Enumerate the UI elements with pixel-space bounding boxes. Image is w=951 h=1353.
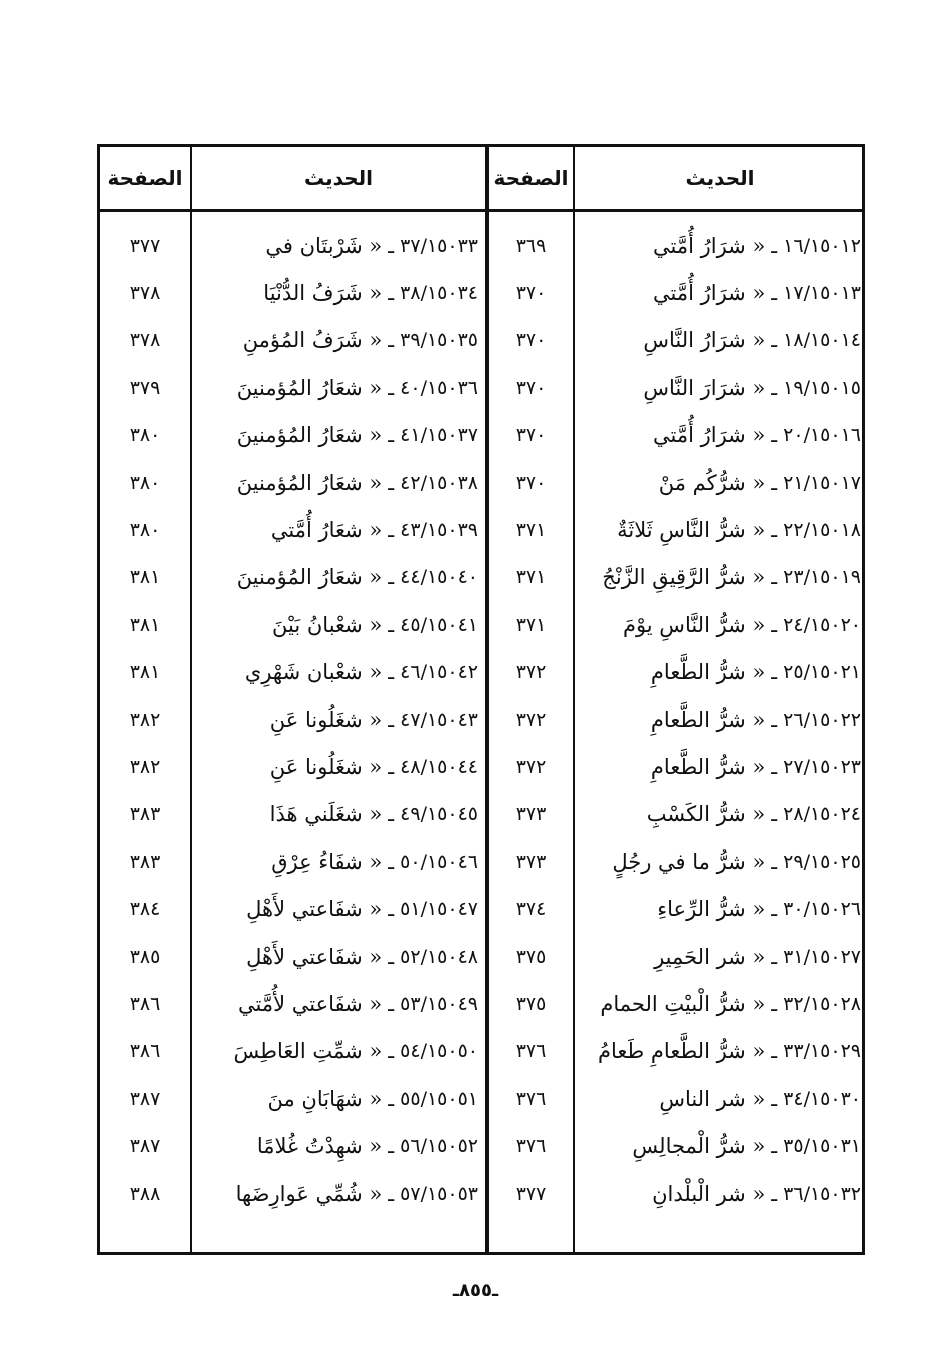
- entry-index: ٥٦/١٥٠٥٢: [400, 1135, 478, 1158]
- entry-separator: ـ: [388, 707, 395, 732]
- header-divider: [100, 209, 862, 212]
- hadith-entry: [577, 554, 861, 601]
- entry-separator: ـ: [388, 612, 395, 637]
- entry-index: ٥١/١٥٠٤٧: [400, 898, 478, 921]
- entry-index: ٤٧/١٥٠٤٣: [400, 708, 478, 731]
- header-page-left: الصفحة: [107, 166, 183, 190]
- entry-index: ٢٤/١٥٠٢٠: [783, 613, 861, 636]
- entry-index: ٢٥/١٥٠٢١: [783, 661, 861, 684]
- hadith-entry: [577, 364, 861, 411]
- entry-page: ٣٧١: [515, 519, 547, 542]
- entry-separator: ـ: [771, 233, 778, 258]
- entry-page: ٣٨٣: [129, 803, 161, 826]
- entry-separator: ـ: [388, 281, 395, 306]
- entry-page: ٣٨٢: [129, 708, 161, 731]
- entry-index: ٥٢/١٥٠٤٨: [400, 945, 478, 968]
- entry-text: « شرُّ الطَّعامِ: [650, 660, 766, 685]
- entry-separator: ـ: [771, 470, 778, 495]
- entry-separator: ـ: [771, 612, 778, 637]
- entry-page: ٣٧٢: [515, 755, 547, 778]
- entry-page: ٣٧٢: [515, 661, 547, 684]
- hadith-entry: [196, 364, 478, 411]
- entry-page: ٣٨٣: [129, 850, 161, 873]
- entry-text: « شرُّ الطَّعامِ: [650, 707, 766, 732]
- hadith-entry: [196, 269, 478, 316]
- entry-index: ٤٣/١٥٠٣٩: [400, 519, 478, 542]
- entry-text: « شفَاعتي لأُمَّتي: [238, 991, 383, 1016]
- entry-separator: ـ: [388, 944, 395, 969]
- entry-text: « شرُّ الْبيْتِ الحمام: [600, 991, 766, 1016]
- entry-index: ٤٠/١٥٠٣٦: [400, 376, 478, 399]
- hadith-entry: [196, 743, 478, 790]
- entry-page: ٣٧٣: [515, 803, 547, 826]
- header-page-right: الصفحة: [493, 166, 569, 190]
- entry-page: ٣٧٧: [515, 1182, 547, 1205]
- hadith-entry: [577, 743, 861, 790]
- entry-index: ١٧/١٥٠١٣: [783, 282, 861, 305]
- hadith-entry: [577, 980, 861, 1027]
- hadith-entry: [196, 554, 478, 601]
- entry-page: ٣٧٠: [515, 376, 547, 399]
- hadith-entry: [196, 317, 478, 364]
- entry-text: « شرُّكُم مَنْ: [658, 470, 766, 495]
- right-hadith-column: [577, 222, 861, 1217]
- entry-separator: ـ: [388, 991, 395, 1016]
- entry-index: ٣٨/١٥٠٣٤: [400, 282, 478, 305]
- entry-page: ٣٧٧: [129, 234, 161, 257]
- entry-separator: ـ: [771, 1181, 778, 1206]
- entry-separator: ـ: [388, 375, 395, 400]
- entry-index: ٢٩/١٥٠٢٥: [783, 850, 861, 873]
- entry-index: ٣٦/١٥٠٣٢: [783, 1182, 861, 1205]
- entry-page: ٣٧٦: [515, 1040, 547, 1063]
- entry-separator: ـ: [388, 1039, 395, 1064]
- entry-text: « شرُّ الْمجالِسِ: [632, 1134, 766, 1159]
- entry-separator: ـ: [388, 470, 395, 495]
- entry-index: ٣٣/١٥٠٢٩: [783, 1040, 861, 1063]
- hadith-entry: [196, 412, 478, 459]
- entry-index: ٥٧/١٥٠٥٣: [400, 1182, 478, 1205]
- hadith-entry: [577, 506, 861, 553]
- entry-text: « شُمِّي عَوارِضَها: [235, 1181, 383, 1206]
- entry-page: ٣٧٢: [515, 708, 547, 731]
- entry-page: ٣٧٠: [515, 471, 547, 494]
- hadith-entry: [196, 838, 478, 885]
- entry-page: ٣٨١: [129, 566, 161, 589]
- entry-text: « شرَارُ أُمَّتي: [653, 423, 766, 448]
- entry-separator: ـ: [388, 849, 395, 874]
- hadith-entry: [577, 933, 861, 980]
- entry-text: « شرُّ الكَسْبِ: [646, 802, 766, 827]
- entry-text: « شرَارُ النَّاسِ: [643, 328, 766, 353]
- entry-text: « شعَارُ المُؤمنينَ: [236, 565, 383, 590]
- entry-index: ١٨/١٥٠١٤: [783, 329, 861, 352]
- entry-index: ٣٧/١٥٠٣٣: [400, 234, 478, 257]
- hadith-entry: [577, 696, 861, 743]
- entry-text: « شَرَفُ الدُّنْيَا: [263, 281, 383, 306]
- entry-index: ٣٤/١٥٠٣٠: [783, 1087, 861, 1110]
- entry-page: ٣٧٨: [129, 329, 161, 352]
- page-number: ـ٨٥٥ـ: [452, 1280, 499, 1301]
- entry-index: ٣٠/١٥٠٢٦: [783, 898, 861, 921]
- entry-text: « شعَارُ أُمَّتي: [270, 518, 383, 543]
- entry-index: ٢٧/١٥٠٢٣: [783, 755, 861, 778]
- hadith-entry: [196, 696, 478, 743]
- entry-text: « شر الحَمِيرِ: [654, 944, 766, 969]
- entry-text: « شرُّ الرِّعاءِ: [657, 897, 766, 922]
- entry-page: ٣٧٦: [515, 1135, 547, 1158]
- hadith-entry: [577, 1170, 861, 1217]
- entry-index: ٢٠/١٥٠١٦: [783, 424, 861, 447]
- hadith-entry: [196, 601, 478, 648]
- entry-separator: ـ: [388, 565, 395, 590]
- entry-separator: ـ: [771, 1086, 778, 1111]
- entry-text: « شرَارُ أُمَّتي: [653, 281, 766, 306]
- hadith-entry: [196, 933, 478, 980]
- entry-separator: ـ: [771, 944, 778, 969]
- entry-page: ٣٧٠: [515, 424, 547, 447]
- entry-index: ٣٥/١٥٠٣١: [783, 1135, 861, 1158]
- entry-separator: ـ: [388, 660, 395, 685]
- hadith-entry: [577, 649, 861, 696]
- entry-page: ٣٨٤: [129, 898, 161, 921]
- hadith-entry: [577, 412, 861, 459]
- entry-separator: ـ: [771, 1039, 778, 1064]
- entry-separator: ـ: [388, 754, 395, 779]
- entry-text: « شغَلُونا عَنِ: [269, 707, 383, 732]
- right-page-column: [489, 222, 573, 1217]
- hadith-entry: [577, 222, 861, 269]
- entry-separator: ـ: [388, 518, 395, 543]
- entry-page: ٣٨٧: [129, 1087, 161, 1110]
- entry-separator: ـ: [388, 1134, 395, 1159]
- entry-page: ٣٧٠: [515, 282, 547, 305]
- entry-page: ٣٨٠: [129, 519, 161, 542]
- left-hadith-column: [196, 222, 478, 1217]
- hadith-entry: [577, 838, 861, 885]
- entry-text: « شعْبانُ بَيْنَ: [272, 612, 383, 637]
- entry-index: ٥٠/١٥٠٤٦: [400, 850, 478, 873]
- entry-page: ٣٨٨: [129, 1182, 161, 1205]
- entry-separator: ـ: [771, 375, 778, 400]
- hadith-entry: [196, 506, 478, 553]
- hadith-entry: [577, 1122, 861, 1169]
- entry-separator: ـ: [771, 281, 778, 306]
- entry-text: « شرُّ الطَّعامِ طَعامُ: [598, 1039, 766, 1064]
- entry-page: ٣٨١: [129, 661, 161, 684]
- entry-index: ٤٥/١٥٠٤١: [400, 613, 478, 636]
- column-divider: [573, 147, 575, 1252]
- entry-page: ٣٨٢: [129, 755, 161, 778]
- entry-page: ٣٧٥: [515, 945, 547, 968]
- entry-index: ٣٩/١٥٠٣٥: [400, 329, 478, 352]
- entry-index: ٤٢/١٥٠٣٨: [400, 471, 478, 494]
- entry-text: « شغَلَني هَذَا: [269, 802, 383, 827]
- entry-page: ٣٧٥: [515, 992, 547, 1015]
- entry-separator: ـ: [771, 423, 778, 448]
- entry-text: « شعَارُ المُؤمنينَ: [236, 375, 383, 400]
- entry-page: ٣٨٠: [129, 471, 161, 494]
- entry-separator: ـ: [388, 802, 395, 827]
- entry-page: ٣٧٠: [515, 329, 547, 352]
- entry-text: « شرُّ الرَّقِيقِ الزَّنْجُ: [602, 565, 766, 590]
- entry-separator: ـ: [771, 328, 778, 353]
- entry-text: « شغَلُونا عَنِ: [269, 754, 383, 779]
- hadith-entry: [577, 601, 861, 648]
- entry-text: « شمِّتِ العَاطِسَ: [233, 1039, 383, 1064]
- hadith-entry: [196, 1122, 478, 1169]
- hadith-entry: [196, 980, 478, 1027]
- entry-separator: ـ: [771, 802, 778, 827]
- entry-separator: ـ: [388, 897, 395, 922]
- header-hadith-right: الحديث: [685, 166, 755, 190]
- entry-index: ٤٩/١٥٠٤٥: [400, 803, 478, 826]
- entry-index: ١٦/١٥٠١٢: [783, 234, 861, 257]
- entry-separator: ـ: [771, 754, 778, 779]
- entry-index: ٤١/١٥٠٣٧: [400, 424, 478, 447]
- entry-page: ٣٧١: [515, 566, 547, 589]
- entry-page: ٣٧٩: [129, 376, 161, 399]
- hadith-entry: [577, 1028, 861, 1075]
- entry-page: ٣٨٠: [129, 424, 161, 447]
- entry-text: « شرُّ الطَّعامِ: [650, 754, 766, 779]
- entry-index: ٢٨/١٥٠٢٤: [783, 803, 861, 826]
- entry-text: « شفَاعتي لأَهْلِ: [246, 897, 383, 922]
- hadith-entry: [577, 1075, 861, 1122]
- entry-text: « شعَارُ المُؤمنينَ: [236, 470, 383, 495]
- hadith-entry: [196, 885, 478, 932]
- entry-text: « شعْبان شَهْرِي: [244, 660, 383, 685]
- entry-separator: ـ: [771, 518, 778, 543]
- entry-index: ٢٢/١٥٠١٨: [783, 519, 861, 542]
- entry-text: « شر الناسِ: [659, 1086, 766, 1111]
- hadith-entry: [196, 1170, 478, 1217]
- entry-page: ٣٧٣: [515, 850, 547, 873]
- entry-text: « شرُّ النَّاسِ ثَلاثَةٌ: [617, 518, 766, 543]
- entry-page: ٣٧٦: [515, 1087, 547, 1110]
- entry-text: « شفَاءُ عِرْقِ: [271, 849, 383, 874]
- hadith-entry: [196, 459, 478, 506]
- hadith-entry: [196, 791, 478, 838]
- entry-index: ٤٤/١٥٠٤٠: [400, 566, 478, 589]
- entry-index: ٣١/١٥٠٢٧: [783, 945, 861, 968]
- header-hadith-left: الحديث: [304, 166, 374, 190]
- entry-separator: ـ: [388, 1181, 395, 1206]
- entry-text: « شرُّ النَّاسِ يوْمَ: [622, 612, 766, 637]
- entry-separator: ـ: [771, 897, 778, 922]
- entry-page: ٣٦٩: [515, 234, 547, 257]
- hadith-entry: [577, 885, 861, 932]
- entry-text: « شهَابَانِ منَ: [267, 1086, 383, 1111]
- entry-separator: ـ: [771, 1134, 778, 1159]
- entry-separator: ـ: [388, 328, 395, 353]
- entry-separator: ـ: [771, 849, 778, 874]
- entry-index: ٣٢/١٥٠٢٨: [783, 992, 861, 1015]
- hadith-entry: [196, 222, 478, 269]
- hadith-entry: [577, 269, 861, 316]
- entry-index: ٤٨/١٥٠٤٤: [400, 755, 478, 778]
- entry-page: ٣٨٦: [129, 1040, 161, 1063]
- hadith-entry: [196, 1028, 478, 1075]
- entry-page: ٣٨٦: [129, 992, 161, 1015]
- entry-text: « شَرْبتَان في: [265, 233, 383, 258]
- entry-text: « شهِدْتُ غُلامًا: [256, 1134, 383, 1159]
- entry-index: ٥٣/١٥٠٤٩: [400, 992, 478, 1015]
- entry-page: ٣٧٤: [515, 898, 547, 921]
- entry-page: ٣٨١: [129, 613, 161, 636]
- entry-index: ٥٤/١٥٠٥٠: [400, 1040, 478, 1063]
- entry-index: ٥٥/١٥٠٥١: [400, 1087, 478, 1110]
- entry-index: ٤٦/١٥٠٤٢: [400, 661, 478, 684]
- hadith-index-table: [97, 144, 865, 1255]
- entry-separator: ـ: [771, 660, 778, 685]
- hadith-entry: [196, 1075, 478, 1122]
- hadith-entry: [577, 791, 861, 838]
- entry-text: « شفَاعتي لأَهْلِ: [246, 944, 383, 969]
- column-divider: [190, 147, 192, 1252]
- entry-text: « شرَارَ النَّاسِ: [643, 375, 766, 400]
- entry-page: ٣٧١: [515, 613, 547, 636]
- hadith-entry: [577, 317, 861, 364]
- entry-separator: ـ: [771, 991, 778, 1016]
- entry-index: ٢٦/١٥٠٢٢: [783, 708, 861, 731]
- entry-text: « شعَارُ المُؤمنينَ: [236, 423, 383, 448]
- entry-index: ١٩/١٥٠١٥: [783, 376, 861, 399]
- hadith-entry: [196, 649, 478, 696]
- entry-text: « شرُّ ما في رجُلٍ: [612, 849, 766, 874]
- entry-page: ٣٨٥: [129, 945, 161, 968]
- entry-page: ٣٧٨: [129, 282, 161, 305]
- entry-separator: ـ: [771, 565, 778, 590]
- entry-text: « شر الْبلْدانِ: [652, 1181, 766, 1206]
- entry-text: « شرَارُ أُمَّتي: [653, 233, 766, 258]
- entry-index: ٢١/١٥٠١٧: [783, 471, 861, 494]
- entry-separator: ـ: [388, 1086, 395, 1111]
- left-page-column: [100, 222, 190, 1217]
- entry-separator: ـ: [771, 707, 778, 732]
- hadith-entry: [577, 459, 861, 506]
- entry-separator: ـ: [388, 233, 395, 258]
- entry-page: ٣٨٧: [129, 1135, 161, 1158]
- entry-index: ٢٣/١٥٠١٩: [783, 566, 861, 589]
- entry-text: « شَرَفُ المُؤمنِ: [242, 328, 383, 353]
- entry-separator: ـ: [388, 423, 395, 448]
